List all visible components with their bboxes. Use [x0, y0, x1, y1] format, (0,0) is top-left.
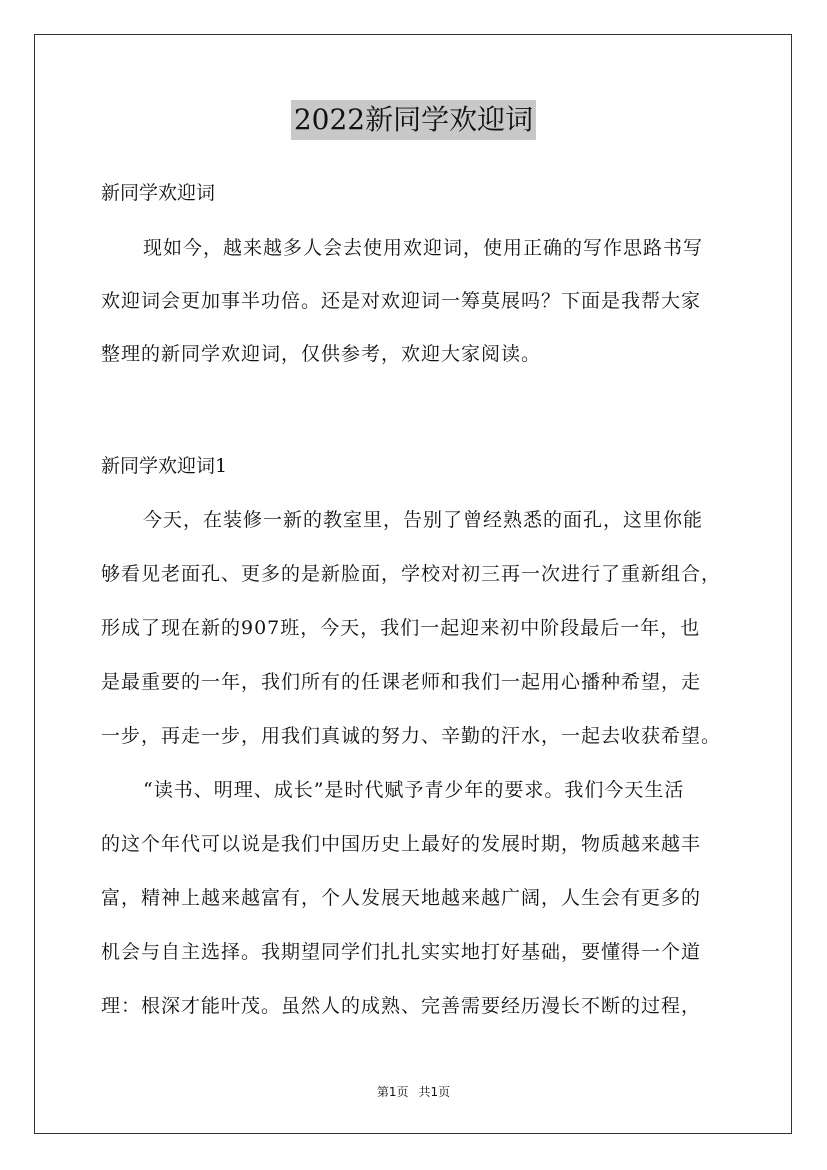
intro-heading: 新同学欢迎词: [101, 182, 216, 204]
paragraph-line: “读书、明理、成长”是时代赋予青少年的要求。我们今天生活: [143, 779, 685, 801]
paragraph-line: 形成了现在新的907班，今天，我们一起迎来初中阶段最后一年，也: [101, 617, 701, 639]
section-heading: 新同学欢迎词1: [101, 455, 228, 477]
title-container: [0, 100, 827, 140]
intro-line: 现如今，越来越多人会去使用欢迎词，使用正确的写作思路书写: [143, 237, 704, 259]
paragraph-line: 机会与自主选择。我期望同学们扎扎实实地打好基础，要懂得一个道: [101, 941, 702, 963]
intro-line: 欢迎词会更加事半功倍。还是对欢迎词一筹莫展吗？下面是我帮大家: [101, 290, 702, 312]
paragraph-line: 的这个年代可以说是我们中国历史上最好的发展时期，物质越来越丰: [101, 833, 702, 855]
page-total: 共1页: [418, 1085, 451, 1099]
paragraph-line: 一步，再走一步，用我们真诚的努力、辛勤的汗水，一起去收获希望。: [101, 725, 722, 747]
paragraph-line: 够看见老面孔、更多的是新脸面，学校对初三再一次进行了重新组合，: [101, 563, 722, 585]
paragraph-line: 今天，在装修一新的教室里，告别了曾经熟悉的面孔，这里你能: [143, 509, 704, 531]
paragraph-line: 是最重要的一年，我们所有的任课老师和我们一起用心播种希望，走: [101, 671, 702, 693]
paragraph-line: 富，精神上越来越富有，个人发展天地越来越广阔，人生会有更多的: [101, 887, 702, 909]
paragraph-line: 理：根深才能叶茂。虽然人的成熟、完善需要经历漫长不断的过程，: [101, 995, 702, 1017]
intro-line: 整理的新同学欢迎词，仅供参考，欢迎大家阅读。: [101, 343, 542, 365]
page-number: 第1页: [376, 1085, 409, 1099]
page-footer: [0, 1084, 827, 1100]
document-title: 2022新同学欢迎词: [291, 100, 536, 140]
